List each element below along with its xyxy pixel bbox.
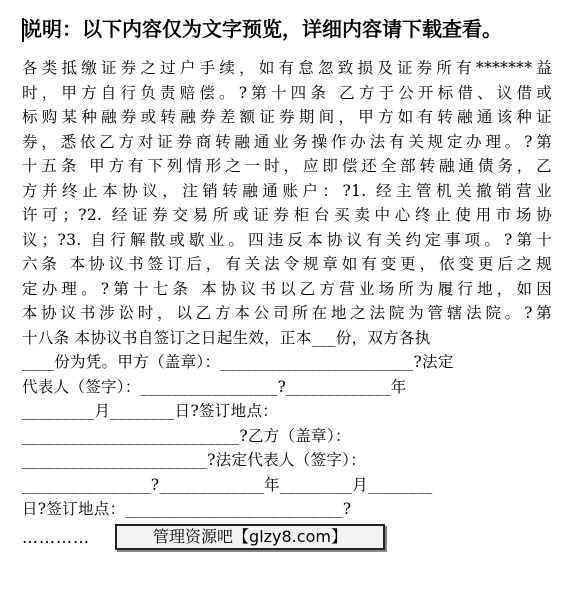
document-line: 十八条 本协议书自签订之日起生效，正本___份，双方各执 bbox=[22, 328, 431, 347]
document-line: _______________________?法定代表人（签字）： bbox=[22, 451, 367, 469]
document-line: 议；?3. 自行解散或歇业。四违反本协议有关约定事项。?第十 bbox=[22, 230, 552, 249]
document-line: ____份为凭。甲方（盖章）：________________________?法定 bbox=[22, 353, 454, 371]
document-line: 标购某种融券或转融券差额证券期间，甲方如有转融通该种证 bbox=[22, 108, 552, 126]
document-line: ___________________________?乙方（盖章）： bbox=[22, 426, 351, 445]
ellipsis-dots: ………… bbox=[22, 528, 90, 547]
document-line: 代表人（签字）：_________________?_____________年 bbox=[22, 377, 407, 396]
document-line: ________________?_____________年_________月________ bbox=[22, 475, 433, 494]
document-line: 方并终止本协议，注销转融通账户：?1. 经主管机关撤销营业 bbox=[22, 181, 552, 200]
document-line: 许可；?2. 经证券交易所或证券柜台买卖中心终止使用市场协 bbox=[22, 206, 552, 224]
document-line: 本协议书涉讼时，以乙方本公司所在地之法院为管辖法院。?第 bbox=[22, 304, 552, 322]
preview-notice: 说明：以下内容仅为文字预览，详细内容请下载查看。 bbox=[22, 17, 502, 41]
document-body bbox=[22, 56, 552, 522]
document-line: _________月________日?签订地点： bbox=[22, 402, 279, 420]
document-line: 定办理。?第十七条 本协议书以乙方营业场所为履行地，如因 bbox=[22, 279, 552, 298]
document-line: 各类抵缴证券之过户手续，如有怠忽致损及证券所有*******益 bbox=[22, 59, 552, 77]
watermark-badge: 管理资源吧【glzy8.com】 bbox=[115, 524, 385, 550]
document-line: 券，悉依乙方对证券商转融通业务操作办法有关规定办理。?第 bbox=[22, 132, 552, 151]
document-line: 日?签订地点：___________________________? bbox=[22, 500, 352, 518]
document-line: 十五条 甲方有下列情形之一时，应即偿还全部转融通债务，乙 bbox=[22, 157, 552, 175]
document-line: 时，甲方自行负责赔偿。?第十四条 乙方于公开标借、议借或 bbox=[22, 83, 552, 102]
document-line: 六条 本协议书签订后，有关法令规章如有变更，依变更后之规 bbox=[22, 255, 552, 273]
